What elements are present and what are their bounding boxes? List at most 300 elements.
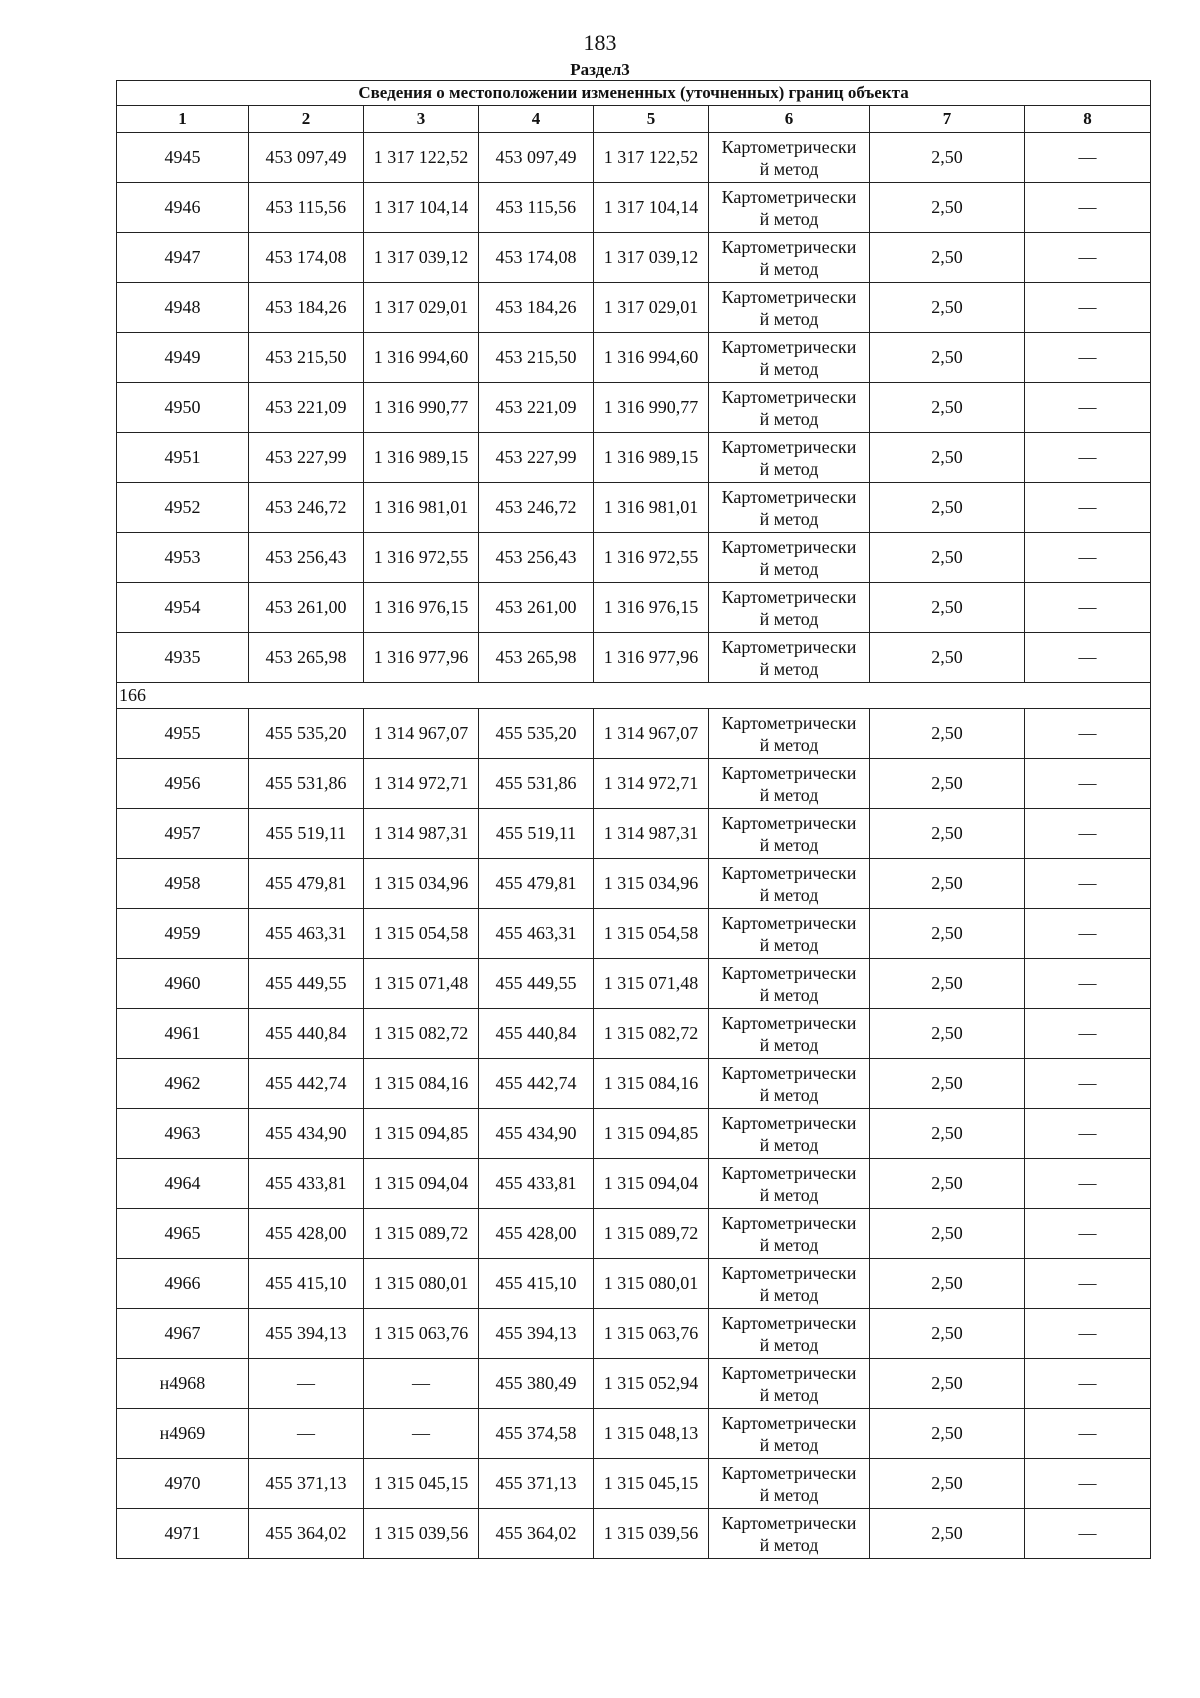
method-line: Картометрически: [721, 286, 857, 307]
method-line: й метод: [759, 1034, 819, 1055]
accuracy-cell: 2,50: [870, 1509, 1025, 1559]
x-new-cell: 453 115,56: [479, 183, 594, 233]
section-title: Раздел3: [570, 60, 630, 79]
point-number-cell: 4964: [117, 1159, 249, 1209]
note-cell: —: [1025, 959, 1151, 1009]
method-line: Картометрически: [721, 586, 857, 607]
y-new-cell: 1 316 990,77: [594, 383, 709, 433]
method-line: Картометрически: [721, 536, 857, 557]
y-new-cell: 1 315 034,96: [594, 859, 709, 909]
accuracy-cell: 2,50: [870, 1259, 1025, 1309]
y-new-cell: 1 315 089,72: [594, 1209, 709, 1259]
method-cell: [709, 909, 870, 959]
accuracy-cell: 2,50: [870, 1409, 1025, 1459]
x-old-cell: 455 428,00: [249, 1209, 364, 1259]
y-new-cell: 1 314 967,07: [594, 709, 709, 759]
table-row: [117, 759, 1151, 809]
x-old-cell: 453 174,08: [249, 233, 364, 283]
y-new-cell: 1 314 972,71: [594, 759, 709, 809]
x-new-cell: 453 261,00: [479, 583, 594, 633]
method-line: Картометрически: [721, 386, 857, 407]
point-number-cell: 4971: [117, 1509, 249, 1559]
table-row: [117, 533, 1151, 583]
method-line: й метод: [759, 308, 819, 329]
x-old-cell: 455 463,31: [249, 909, 364, 959]
method-cell: [709, 1059, 870, 1109]
note-cell: —: [1025, 809, 1151, 859]
point-number-cell: 4961: [117, 1009, 249, 1059]
y-old-cell: —: [364, 1359, 479, 1409]
x-old-cell: 455 519,11: [249, 809, 364, 859]
table-row: [117, 859, 1151, 909]
point-number-cell: 4955: [117, 709, 249, 759]
x-new-cell: 455 479,81: [479, 859, 594, 909]
note-cell: —: [1025, 433, 1151, 483]
y-new-cell: 1 315 071,48: [594, 959, 709, 1009]
method-line: Картометрически: [721, 136, 857, 157]
method-line: й метод: [759, 608, 819, 629]
method-line: Картометрически: [721, 1512, 857, 1533]
method-cell: [709, 759, 870, 809]
accuracy-cell: 2,50: [870, 1059, 1025, 1109]
table-row: [117, 1209, 1151, 1259]
note-cell: —: [1025, 183, 1151, 233]
x-old-cell: 453 215,50: [249, 333, 364, 383]
method-cell: [709, 1459, 870, 1509]
x-old-cell: 455 415,10: [249, 1259, 364, 1309]
x-new-cell: 453 174,08: [479, 233, 594, 283]
x-new-cell: 455 428,00: [479, 1209, 594, 1259]
y-old-cell: 1 317 122,52: [364, 133, 479, 183]
table-row: [117, 1409, 1151, 1459]
y-old-cell: 1 315 045,15: [364, 1459, 479, 1509]
y-old-cell: 1 315 039,56: [364, 1509, 479, 1559]
method-cell: [709, 383, 870, 433]
table-row: [117, 1009, 1151, 1059]
method-line: Картометрически: [721, 1162, 857, 1183]
method-line: й метод: [759, 1234, 819, 1255]
point-number-cell: 4970: [117, 1459, 249, 1509]
method-cell: [709, 1359, 870, 1409]
accuracy-cell: 2,50: [870, 1209, 1025, 1259]
x-old-cell: 455 479,81: [249, 859, 364, 909]
y-old-cell: 1 315 089,72: [364, 1209, 479, 1259]
table-header-row: [117, 106, 1151, 133]
table-row: [117, 183, 1151, 233]
y-old-cell: 1 316 990,77: [364, 383, 479, 433]
accuracy-cell: 2,50: [870, 1359, 1025, 1409]
method-line: й метод: [759, 1184, 819, 1205]
method-line: й метод: [759, 158, 819, 179]
x-new-cell: 455 442,74: [479, 1059, 594, 1109]
y-new-cell: 1 315 048,13: [594, 1409, 709, 1459]
method-cell: [709, 233, 870, 283]
note-cell: —: [1025, 1209, 1151, 1259]
x-old-cell: 453 246,72: [249, 483, 364, 533]
x-old-cell: 455 364,02: [249, 1509, 364, 1559]
point-number-cell: 4949: [117, 333, 249, 383]
method-line: Картометрически: [721, 912, 857, 933]
x-old-cell: 455 394,13: [249, 1309, 364, 1359]
point-number-cell: 4962: [117, 1059, 249, 1109]
accuracy-cell: 2,50: [870, 1109, 1025, 1159]
note-cell: —: [1025, 1259, 1151, 1309]
table-row: [117, 633, 1151, 683]
x-old-cell: 453 184,26: [249, 283, 364, 333]
accuracy-cell: 2,50: [870, 333, 1025, 383]
method-line: й метод: [759, 658, 819, 679]
x-new-cell: 455 535,20: [479, 709, 594, 759]
table-row: [117, 433, 1151, 483]
x-new-cell: 453 184,26: [479, 283, 594, 333]
method-line: й метод: [759, 208, 819, 229]
accuracy-cell: 2,50: [870, 709, 1025, 759]
accuracy-cell: 2,50: [870, 959, 1025, 1009]
y-new-cell: 1 315 080,01: [594, 1259, 709, 1309]
y-old-cell: 1 316 976,15: [364, 583, 479, 633]
method-line: Картометрически: [721, 1062, 857, 1083]
point-number-cell: 4958: [117, 859, 249, 909]
y-old-cell: 1 315 082,72: [364, 1009, 479, 1059]
y-new-cell: 1 315 039,56: [594, 1509, 709, 1559]
note-cell: —: [1025, 633, 1151, 683]
x-new-cell: 455 440,84: [479, 1009, 594, 1059]
y-old-cell: 1 314 987,31: [364, 809, 479, 859]
method-line: Картометрически: [721, 812, 857, 833]
y-new-cell: 1 315 094,04: [594, 1159, 709, 1209]
method-cell: [709, 1409, 870, 1459]
point-number-cell: 4951: [117, 433, 249, 483]
note-cell: —: [1025, 1359, 1151, 1409]
method-line: й метод: [759, 1284, 819, 1305]
y-new-cell: 1 316 989,15: [594, 433, 709, 483]
accuracy-cell: 2,50: [870, 283, 1025, 333]
method-cell: [709, 1309, 870, 1359]
x-new-cell: 455 364,02: [479, 1509, 594, 1559]
method-cell: [709, 1509, 870, 1559]
table-row: [117, 333, 1151, 383]
method-cell: [709, 333, 870, 383]
accuracy-cell: 2,50: [870, 759, 1025, 809]
point-number-cell: 4959: [117, 909, 249, 959]
accuracy-cell: 2,50: [870, 233, 1025, 283]
accuracy-cell: 2,50: [870, 533, 1025, 583]
method-line: й метод: [759, 258, 819, 279]
method-line: й метод: [759, 934, 819, 955]
method-line: Картометрически: [721, 1112, 857, 1133]
note-cell: —: [1025, 1159, 1151, 1209]
note-cell: —: [1025, 533, 1151, 583]
accuracy-cell: 2,50: [870, 133, 1025, 183]
method-line: Картометрически: [721, 236, 857, 257]
method-line: Картометрически: [721, 1262, 857, 1283]
method-line: й метод: [759, 734, 819, 755]
accuracy-cell: 2,50: [870, 483, 1025, 533]
note-cell: —: [1025, 583, 1151, 633]
method-line: Картометрически: [721, 1312, 857, 1333]
point-number-cell: 4948: [117, 283, 249, 333]
x-new-cell: 455 519,11: [479, 809, 594, 859]
method-cell: [709, 1209, 870, 1259]
x-old-cell: 455 434,90: [249, 1109, 364, 1159]
method-line: й метод: [759, 1334, 819, 1355]
point-number-cell: 4960: [117, 959, 249, 1009]
x-new-cell: 455 463,31: [479, 909, 594, 959]
y-old-cell: 1 315 054,58: [364, 909, 479, 959]
method-cell: [709, 483, 870, 533]
accuracy-cell: 2,50: [870, 583, 1025, 633]
point-number-cell: 4952: [117, 483, 249, 533]
note-cell: —: [1025, 1309, 1151, 1359]
note-cell: —: [1025, 759, 1151, 809]
y-new-cell: 1 316 994,60: [594, 333, 709, 383]
table-row: [117, 133, 1151, 183]
x-old-cell: 455 535,20: [249, 709, 364, 759]
method-line: й метод: [759, 984, 819, 1005]
y-old-cell: 1 315 094,85: [364, 1109, 479, 1159]
x-new-cell: 453 256,43: [479, 533, 594, 583]
y-new-cell: 1 317 029,01: [594, 283, 709, 333]
accuracy-cell: 2,50: [870, 383, 1025, 433]
note-cell: —: [1025, 1409, 1151, 1459]
x-old-cell: 453 261,00: [249, 583, 364, 633]
method-line: й метод: [759, 1484, 819, 1505]
method-cell: [709, 859, 870, 909]
column-header: 7: [870, 106, 1025, 133]
method-cell: [709, 1009, 870, 1059]
method-line: Картометрически: [721, 712, 857, 733]
x-new-cell: 453 221,09: [479, 383, 594, 433]
method-line: й метод: [759, 358, 819, 379]
x-new-cell: 453 265,98: [479, 633, 594, 683]
point-number-cell: 4945: [117, 133, 249, 183]
method-cell: [709, 809, 870, 859]
note-cell: —: [1025, 1059, 1151, 1109]
method-cell: [709, 709, 870, 759]
point-number-cell: 4967: [117, 1309, 249, 1359]
method-line: Картометрически: [721, 1012, 857, 1033]
method-cell: [709, 133, 870, 183]
x-new-cell: 455 531,86: [479, 759, 594, 809]
table-body: [117, 81, 1151, 1559]
method-line: Картометрически: [721, 962, 857, 983]
x-old-cell: 455 371,13: [249, 1459, 364, 1509]
y-old-cell: 1 316 972,55: [364, 533, 479, 583]
table-row: [117, 1109, 1151, 1159]
method-line: й метод: [759, 558, 819, 579]
point-number-cell: 4947: [117, 233, 249, 283]
method-line: й метод: [759, 1384, 819, 1405]
group-row: [117, 683, 1151, 709]
y-new-cell: 1 316 976,15: [594, 583, 709, 633]
y-new-cell: 1 317 039,12: [594, 233, 709, 283]
method-line: Картометрически: [721, 1212, 857, 1233]
x-new-cell: 455 449,55: [479, 959, 594, 1009]
table-row: [117, 483, 1151, 533]
method-line: й метод: [759, 408, 819, 429]
x-old-cell: —: [249, 1409, 364, 1459]
method-line: й метод: [759, 1084, 819, 1105]
accuracy-cell: 2,50: [870, 1309, 1025, 1359]
method-cell: [709, 1159, 870, 1209]
method-cell: [709, 283, 870, 333]
note-cell: —: [1025, 333, 1151, 383]
accuracy-cell: 2,50: [870, 633, 1025, 683]
table-row: [117, 383, 1151, 433]
y-new-cell: 1 315 045,15: [594, 1459, 709, 1509]
point-number-cell: 4966: [117, 1259, 249, 1309]
table-row: [117, 1259, 1151, 1309]
table-row: [117, 233, 1151, 283]
table-row: [117, 1059, 1151, 1109]
y-new-cell: 1 317 104,14: [594, 183, 709, 233]
method-line: Картометрически: [721, 436, 857, 457]
group-label: 166: [117, 683, 1151, 709]
method-line: й метод: [759, 1434, 819, 1455]
method-line: й метод: [759, 458, 819, 479]
method-line: Картометрически: [721, 1412, 857, 1433]
point-number-cell: 4956: [117, 759, 249, 809]
method-cell: [709, 633, 870, 683]
table-row: [117, 1359, 1151, 1409]
accuracy-cell: 2,50: [870, 1459, 1025, 1509]
y-new-cell: 1 316 981,01: [594, 483, 709, 533]
x-old-cell: 455 433,81: [249, 1159, 364, 1209]
point-number-cell: 4935: [117, 633, 249, 683]
y-old-cell: 1 314 967,07: [364, 709, 479, 759]
y-old-cell: 1 317 039,12: [364, 233, 479, 283]
method-cell: [709, 583, 870, 633]
x-old-cell: 453 221,09: [249, 383, 364, 433]
y-old-cell: 1 315 094,04: [364, 1159, 479, 1209]
y-old-cell: 1 316 977,96: [364, 633, 479, 683]
y-old-cell: 1 317 104,14: [364, 183, 479, 233]
method-line: й метод: [759, 1134, 819, 1155]
note-cell: —: [1025, 909, 1151, 959]
note-cell: —: [1025, 233, 1151, 283]
method-line: Картометрически: [721, 486, 857, 507]
column-header: 3: [364, 106, 479, 133]
table-row: [117, 1459, 1151, 1509]
x-old-cell: 455 449,55: [249, 959, 364, 1009]
table-row: [117, 959, 1151, 1009]
method-cell: [709, 433, 870, 483]
x-old-cell: 453 265,98: [249, 633, 364, 683]
y-new-cell: 1 315 054,58: [594, 909, 709, 959]
column-header: 1: [117, 106, 249, 133]
y-new-cell: 1 314 987,31: [594, 809, 709, 859]
x-new-cell: 455 394,13: [479, 1309, 594, 1359]
accuracy-cell: 2,50: [870, 183, 1025, 233]
point-number-cell: 4963: [117, 1109, 249, 1159]
point-number-cell: 4957: [117, 809, 249, 859]
x-new-cell: 453 097,49: [479, 133, 594, 183]
accuracy-cell: 2,50: [870, 859, 1025, 909]
accuracy-cell: 2,50: [870, 433, 1025, 483]
method-line: Картометрически: [721, 1362, 857, 1383]
table-row: [117, 1509, 1151, 1559]
accuracy-cell: 2,50: [870, 909, 1025, 959]
accuracy-cell: 2,50: [870, 1159, 1025, 1209]
note-cell: —: [1025, 1009, 1151, 1059]
column-header: 6: [709, 106, 870, 133]
y-old-cell: 1 315 080,01: [364, 1259, 479, 1309]
y-new-cell: 1 315 063,76: [594, 1309, 709, 1359]
method-line: й метод: [759, 508, 819, 529]
method-line: й метод: [759, 1534, 819, 1555]
y-old-cell: 1 317 029,01: [364, 283, 479, 333]
y-old-cell: 1 315 063,76: [364, 1309, 479, 1359]
point-number-cell: 4953: [117, 533, 249, 583]
x-old-cell: —: [249, 1359, 364, 1409]
note-cell: —: [1025, 483, 1151, 533]
y-old-cell: 1 314 972,71: [364, 759, 479, 809]
x-new-cell: 453 246,72: [479, 483, 594, 533]
method-cell: [709, 1109, 870, 1159]
column-header: 8: [1025, 106, 1151, 133]
y-new-cell: 1 316 977,96: [594, 633, 709, 683]
table-caption: Сведения о местоположении измененных (уточненных) границ объекта: [117, 81, 1151, 106]
y-old-cell: 1 315 034,96: [364, 859, 479, 909]
note-cell: —: [1025, 133, 1151, 183]
table-row: [117, 909, 1151, 959]
point-number-cell: 4950: [117, 383, 249, 433]
x-new-cell: 455 433,81: [479, 1159, 594, 1209]
column-header: 2: [249, 106, 364, 133]
boundary-table: [116, 80, 1151, 1559]
x-new-cell: 455 415,10: [479, 1259, 594, 1309]
note-cell: —: [1025, 283, 1151, 333]
method-cell: [709, 959, 870, 1009]
table-row: [117, 809, 1151, 859]
column-header: 5: [594, 106, 709, 133]
page-number: 183: [583, 30, 617, 55]
note-cell: —: [1025, 383, 1151, 433]
method-line: й метод: [759, 834, 819, 855]
point-number-cell: н4968: [117, 1359, 249, 1409]
method-cell: [709, 533, 870, 583]
note-cell: —: [1025, 1509, 1151, 1559]
point-number-cell: 4965: [117, 1209, 249, 1259]
x-new-cell: 455 374,58: [479, 1409, 594, 1459]
y-old-cell: —: [364, 1409, 479, 1459]
table-row: [117, 583, 1151, 633]
x-new-cell: 453 215,50: [479, 333, 594, 383]
y-old-cell: 1 316 989,15: [364, 433, 479, 483]
y-old-cell: 1 315 084,16: [364, 1059, 479, 1109]
point-number-cell: н4969: [117, 1409, 249, 1459]
y-old-cell: 1 316 994,60: [364, 333, 479, 383]
y-old-cell: 1 316 981,01: [364, 483, 479, 533]
method-line: Картометрически: [721, 336, 857, 357]
method-line: Картометрически: [721, 762, 857, 783]
x-old-cell: 453 097,49: [249, 133, 364, 183]
table-caption-row: [117, 81, 1151, 106]
x-old-cell: 455 531,86: [249, 759, 364, 809]
method-cell: [709, 1259, 870, 1309]
x-old-cell: 453 256,43: [249, 533, 364, 583]
table-row: [117, 1309, 1151, 1359]
x-old-cell: 455 442,74: [249, 1059, 364, 1109]
column-header: 4: [479, 106, 594, 133]
x-old-cell: 455 440,84: [249, 1009, 364, 1059]
point-number-cell: 4954: [117, 583, 249, 633]
y-new-cell: 1 317 122,52: [594, 133, 709, 183]
x-new-cell: 455 371,13: [479, 1459, 594, 1509]
note-cell: —: [1025, 1459, 1151, 1509]
y-new-cell: 1 315 094,85: [594, 1109, 709, 1159]
x-new-cell: 453 227,99: [479, 433, 594, 483]
